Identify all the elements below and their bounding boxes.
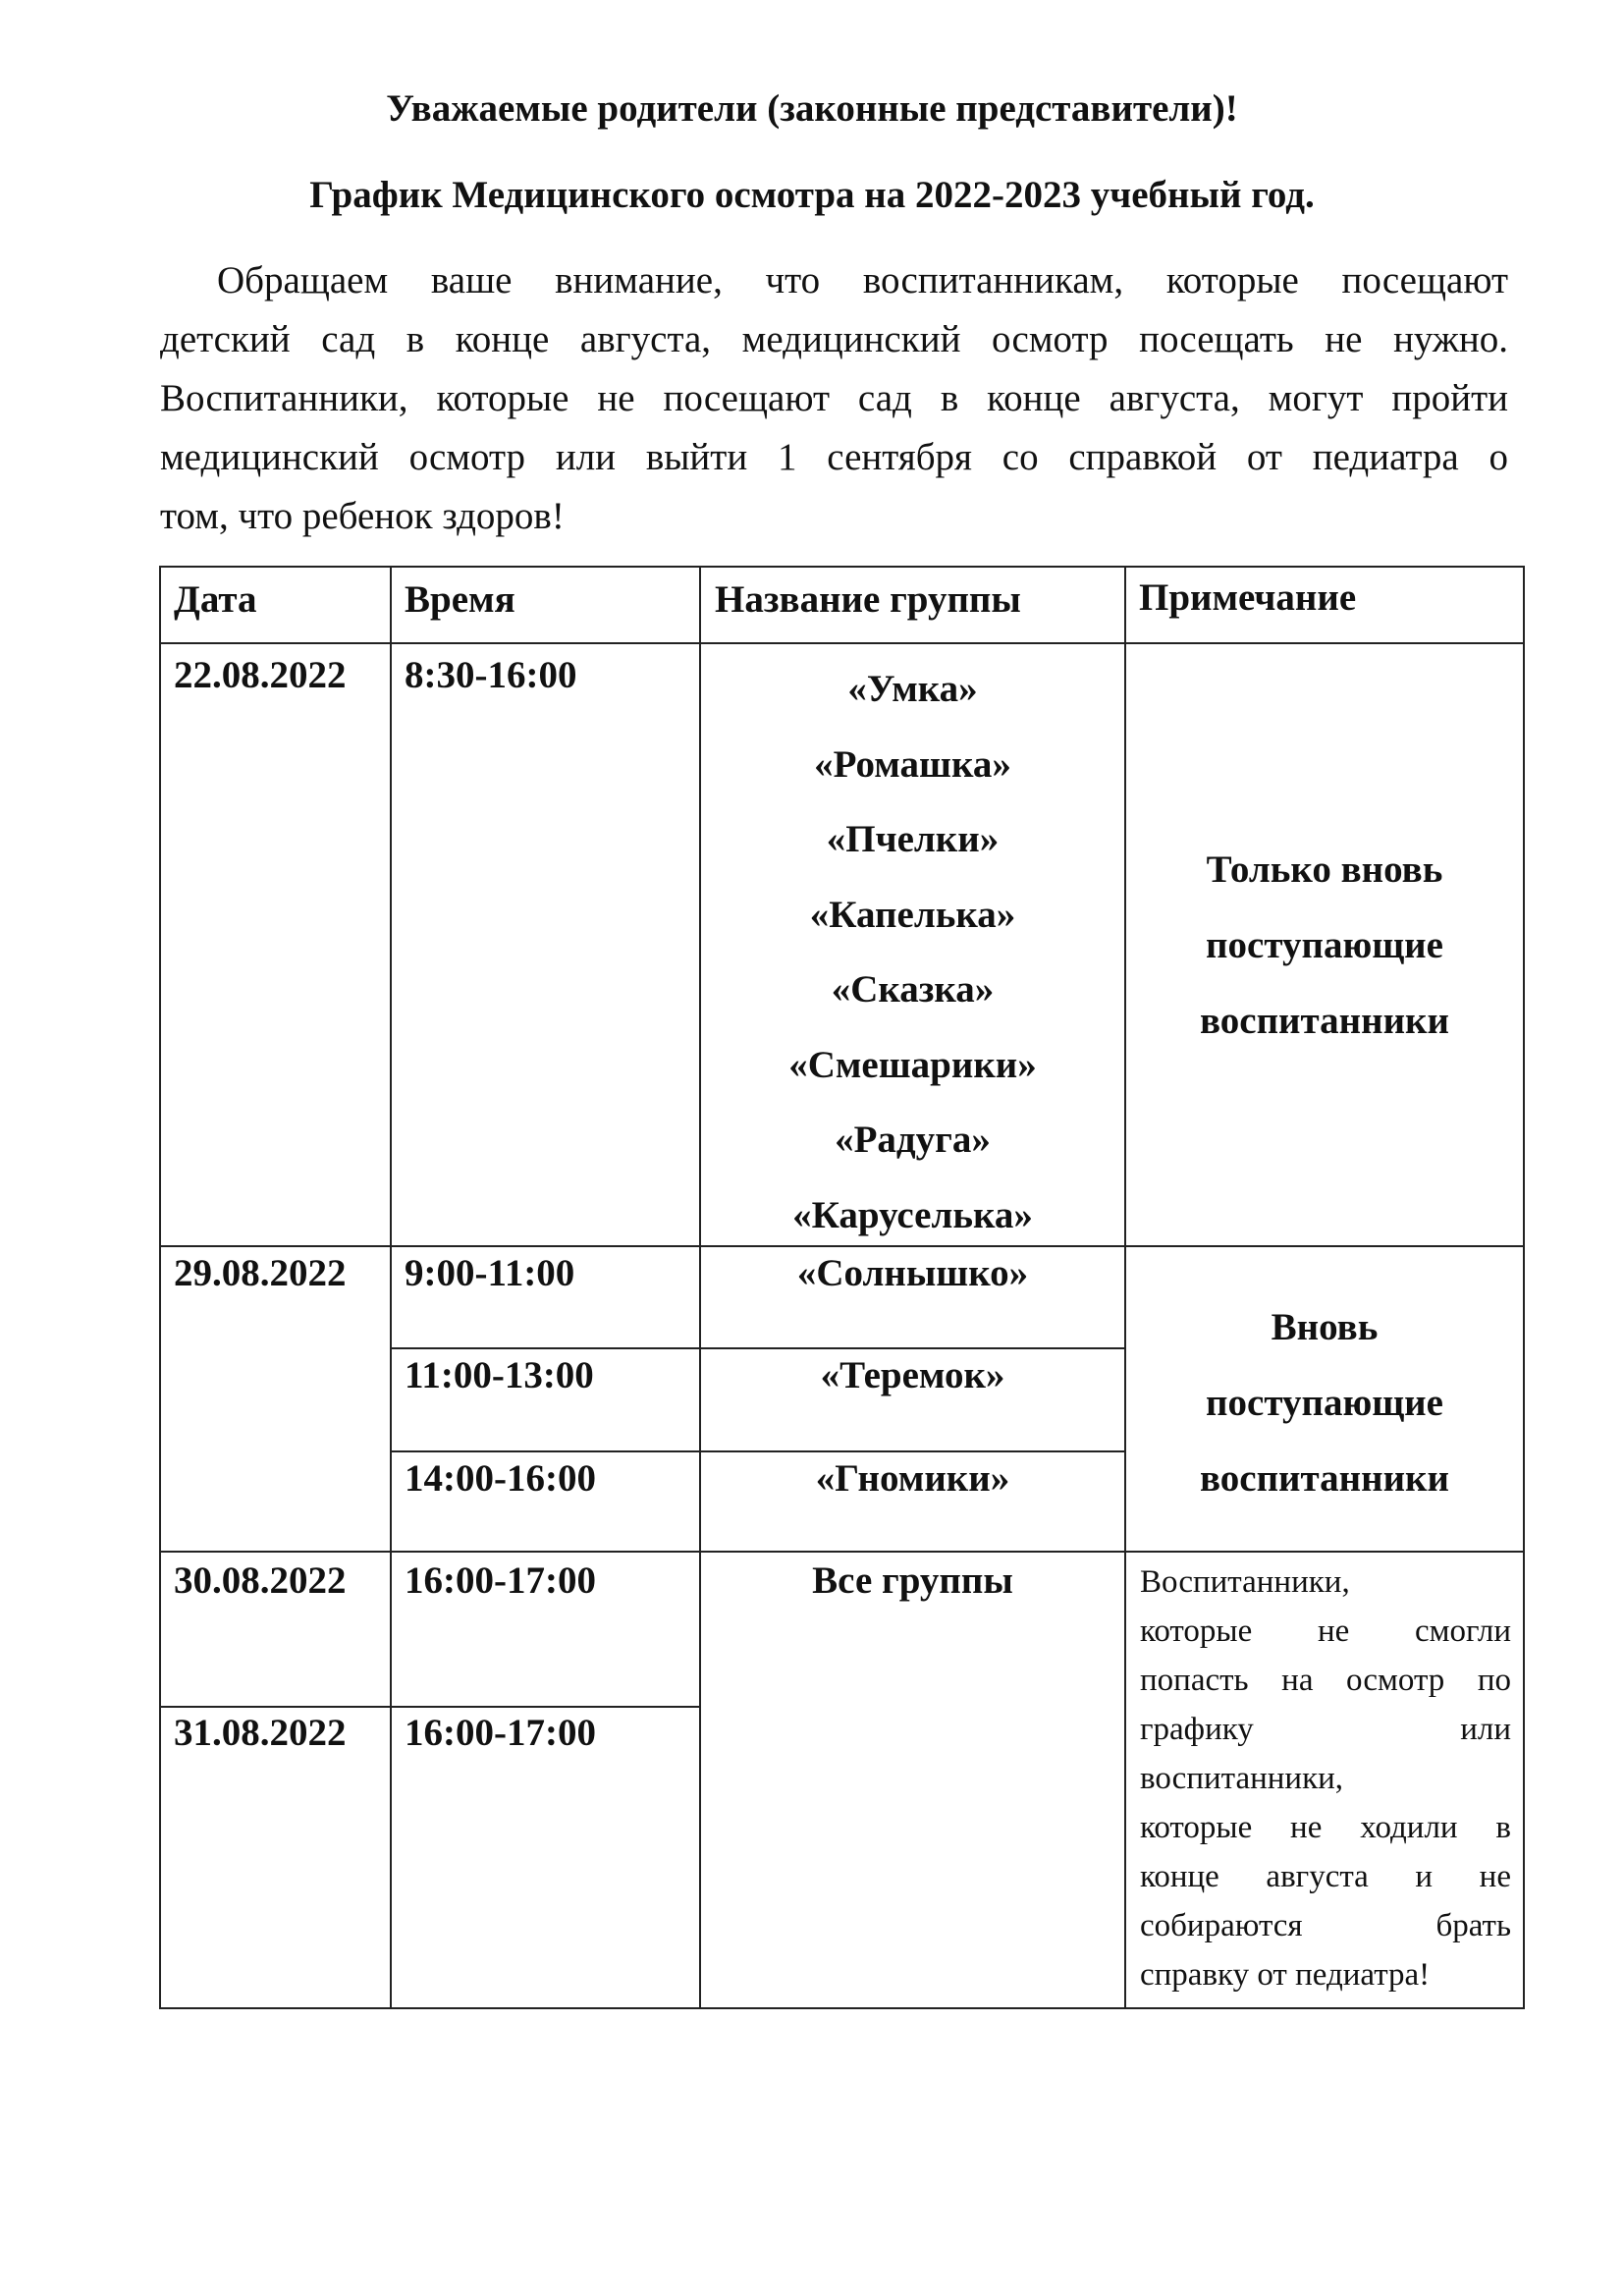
note-line: собираются брать [1140, 1908, 1511, 1943]
note-line: воспитанники [1199, 1000, 1450, 1042]
note-line: конце августа и не [1140, 1859, 1511, 1894]
column-header-time: Время [405, 578, 515, 621]
table-cell-group: Все группы [812, 1559, 1013, 1602]
note-line: Вновь [1271, 1306, 1379, 1348]
group-name: «Умка» [847, 668, 978, 710]
note-line: поступающие [1206, 924, 1443, 966]
schedule-title: График Медицинского осмотра на 2022-2023 учебный год. [309, 174, 1315, 216]
note-line: справку от педиатра! [1140, 1957, 1431, 1993]
group-list [700, 652, 1125, 1253]
table-cell-group: «Гномики» [815, 1457, 1010, 1500]
column-header-date: Дата [174, 578, 257, 621]
group-name: «Капелька» [809, 893, 1016, 936]
table-cell-date: 30.08.2022 [174, 1559, 347, 1602]
group-name: «Пчелки» [826, 818, 1000, 860]
group-name: «Ромашка» [814, 742, 1011, 786]
intro-line: медицинский осмотр или выйти 1 сентября со справкой от педиатра о [160, 436, 1508, 478]
table-cell-date: 31.08.2022 [174, 1712, 347, 1754]
table-cell-time: 14:00-16:00 [405, 1457, 596, 1500]
column-header-note: Примечание [1139, 576, 1357, 619]
intro-line: Обращаем ваше внимание, что воспитанникам, которые посещают [217, 259, 1508, 301]
table-cell-note [1140, 1558, 1511, 1999]
note-line: Воспитанники, [1140, 1564, 1350, 1600]
table-cell-time: 11:00-13:00 [405, 1354, 594, 1396]
table-cell-time: 8:30-16:00 [405, 654, 577, 696]
group-name: «Радуга» [835, 1119, 991, 1161]
table-cell-date: 29.08.2022 [174, 1252, 347, 1294]
table-cell-time: 9:00-11:00 [405, 1252, 575, 1294]
table-cell-time: 16:00-17:00 [405, 1712, 596, 1754]
note-line: которые не ходили в [1140, 1810, 1511, 1845]
note-line: попасть на осмотр по [1140, 1663, 1511, 1698]
page-title: Уважаемые родители (законные представители)! [386, 87, 1238, 130]
note-line: графику или [1140, 1712, 1511, 1747]
table-cell-note [1125, 1289, 1524, 1516]
intro-line: детский сад в конце августа, медицинский осмотр посещать не нужно. [160, 318, 1508, 360]
note-line: воспитанники, [1140, 1761, 1344, 1796]
group-name: «Сказка» [831, 968, 995, 1011]
note-line: поступающие [1206, 1382, 1443, 1424]
intro-line: Воспитанники, которые не посещают сад в конце августа, могут пройти [160, 377, 1508, 419]
table-cell-note [1125, 832, 1524, 1059]
group-name: «Смешарики» [788, 1043, 1037, 1086]
note-line: воспитанники [1199, 1457, 1450, 1500]
table-cell-date: 22.08.2022 [174, 654, 347, 696]
table-cell-time: 16:00-17:00 [405, 1559, 596, 1602]
note-line: которые не смогли [1140, 1613, 1511, 1649]
note-line: Только вновь [1206, 848, 1443, 891]
table-cell-group: «Теремок» [820, 1354, 1005, 1396]
column-header-group: Название группы [715, 578, 1021, 621]
group-name: «Каруселька» [792, 1193, 1033, 1236]
intro-line: том, что ребенок здоров! [160, 495, 565, 537]
table-cell-group: «Солнышко» [796, 1252, 1029, 1294]
